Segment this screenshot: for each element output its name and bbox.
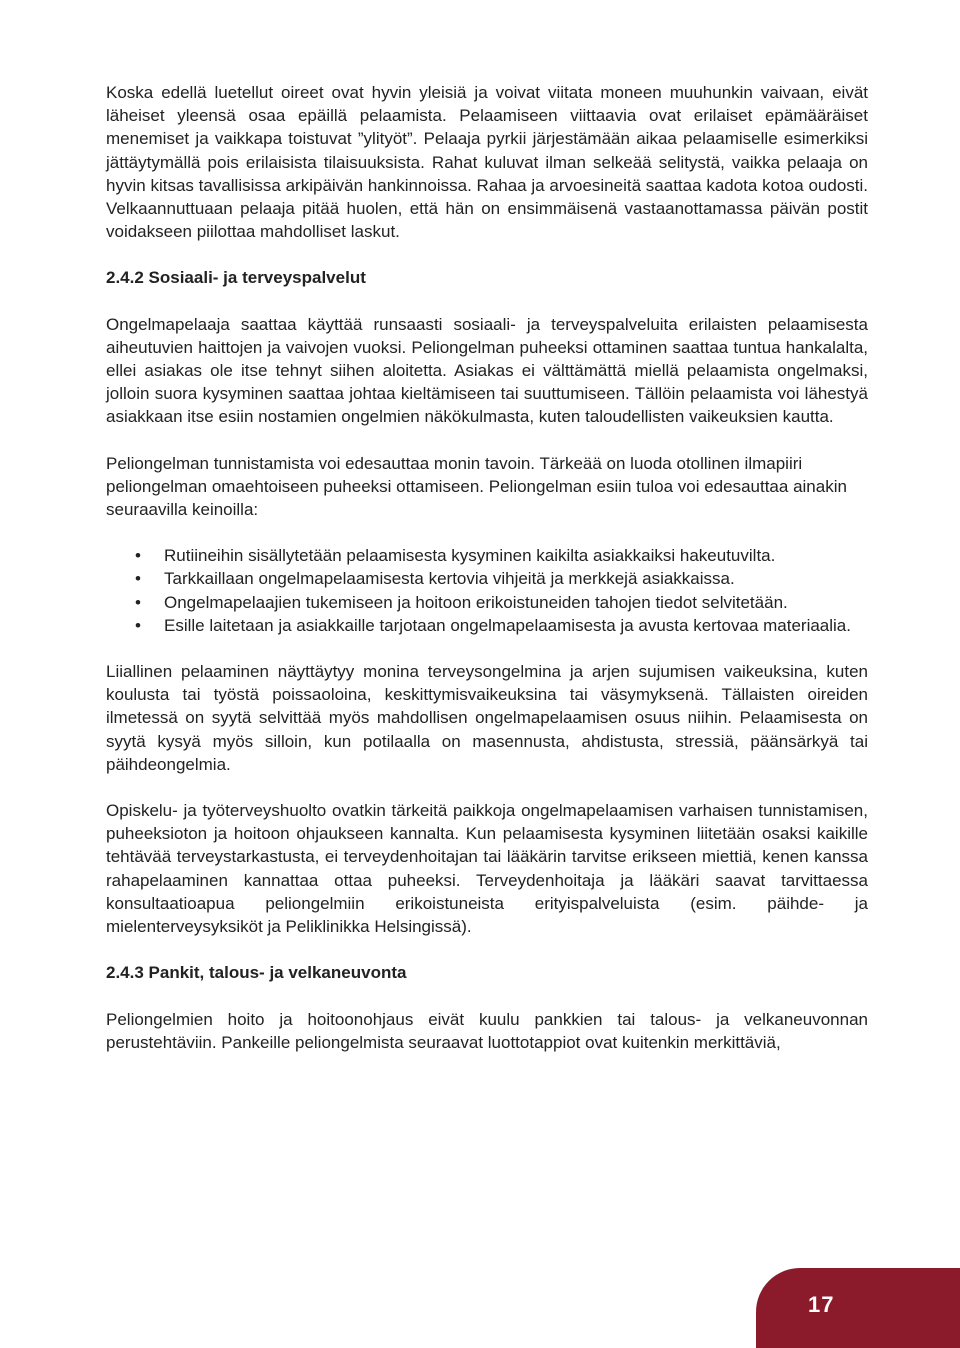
- paragraph-health-problems: Liiallinen pelaaminen näyttäytyy monina terveysongelmina ja arjen sujumisen vaikeuksina, kuten koulusta tai työstä poissaoloina, keskittymisvaikeuksina tai väsymyksenä. Tällaisten oireiden ilmetessä on syytä selvittää myös mahdollisen ongelmapelaamisen osuus niihin. Pelaamisesta on syytä kysyä myös silloin, kun potilaalla on masennusta, ahdistusta, stressiä, päänsärkyä tai päihdeongelmia.: [106, 662, 868, 774]
- list-item: [106, 591, 868, 614]
- spacer: [106, 985, 868, 1008]
- bullet-icon: •: [135, 569, 141, 589]
- paragraph-social-health-usage: Ongelmapelaaja saattaa käyttää runsaasti sosiaali- ja terveyspalveluita erilaisten pelaamisesta aiheutuvien haittojen ja vaivojen vuoksi. Peliongelman puheeksi ottaminen saattaa tuntua hankalalta, ellei asiakas ole itse tehnyt siihen aloitetta. Asiakas ei välttämättä miellä pelaamista ongelmaksi, jolloin suora kysyminen saattaa johtaa kieltämiseen tai suuttumiseen. Tällöin pelaamista voi lähestyä asiakkaan itse esiin nostamien ongelmien näkökulmasta, kuten taloudellisten vaikeuksien kautta.: [106, 314, 868, 427]
- bullet-icon: •: [135, 615, 141, 635]
- spacer: [106, 938, 868, 961]
- list-item-text: Tarkkaillaan ongelmapelaamisesta kertovia vihjeitä ja merkkejä asiakkaissa.: [164, 569, 735, 589]
- spacer: [106, 521, 868, 544]
- spacer: [106, 637, 868, 660]
- spacer: [106, 776, 868, 799]
- list-item-text: Rutiineihin sisällytetään pelaamisesta kysyminen kaikilta asiakkaiksi hakeutuvilta.: [164, 546, 776, 566]
- spacer: [106, 290, 868, 313]
- page-number-tab: [756, 1268, 960, 1348]
- paragraph-occupational-health: Opiskelu- ja työterveyshuolto ovatkin tärkeitä paikkoja ongelmapelaamisen varhaisen tunnistamisen, puheeksioton ja hoitoon ohjaukseen kannalta. Kun pelaamisesta kysyminen liitetään osaksi kaikille tehtävää terveystarkastusta, ei terveydenhoitajan tai lääkärin tarvitse erikseen miettiä, kenen kanssa rahapelaaminen kannattaa ottaa puheeksi. Terveydenhoitaja ja lääkäri saavat tarvittaessa konsultaatioapua peliongelmiin erikoistuneista erityispalveluista (esim. päihde- ja mielenterveysyksiköt ja Peliklinikka Helsingissä).: [106, 801, 868, 937]
- bullet-icon: •: [135, 592, 141, 612]
- list-item-text: Esille laitetaan ja asiakkaille tarjotaan ongelmapelaamisesta ja avusta kertovaa materiaalia.: [164, 615, 851, 635]
- paragraph-identification-methods: Peliongelman tunnistamista voi edesauttaa monin tavoin. Tärkeää on luoda otollinen ilmapiiri peliongelman omaehtoiseen puheeksi ottamiseen. Peliongelman esiin tuloa voi edesauttaa ainakin seuraavilla keinoilla:: [106, 453, 847, 520]
- paragraph-warning-signs: Koska edellä luetellut oireet ovat hyvin yleisiä ja voivat viitata moneen muuhunkin vaivaan, eivät läheiset yleensä osaa epäillä pelaamista. Pelaamiseen viittaavia ovat erilaiset epämääräiset menemiset ja vaikkapa toistuvat ”ylityöt”. Pelaaja pyrkii järjestämään aikaa pelaamiselle esimerkiksi jättäytymällä pois erilaisista tilaisuuksista. Rahat kuluvat ilman selkeää selitystä, vaikka pelaaja on hyvin kitsas tavallisissa arkipäivän hankinnoissa. Rahaa ja arvoesineitä saattaa kadota kotoa oudosti. Velkaannuttuaan pelaaja pitää huolen, että hän on ensimmäisenä vastaanottamassa päivän postit voidakseen piilottaa mahdolliset laskut.: [106, 83, 868, 242]
- bullet-list: [106, 544, 868, 637]
- spacer: [106, 429, 868, 452]
- list-item: [106, 567, 868, 590]
- list-item-text: Ongelmapelaajien tukemiseen ja hoitoon erikoistuneiden tahojen tiedot selvitetään.: [164, 592, 788, 612]
- list-item: [106, 544, 868, 567]
- page-number: 17: [808, 1292, 835, 1317]
- section-heading-banks-debt-counselling: 2.4.3 Pankit, talous- ja velkaneuvonta: [106, 963, 407, 983]
- section-heading-social-health-services: 2.4.2 Sosiaali- ja terveyspalvelut: [106, 268, 366, 288]
- list-item: [106, 614, 868, 637]
- paragraph-banks: Peliongelmien hoito ja hoitoonohjaus eivät kuulu pankkien tai talous- ja velkaneuvonnan perustehtäviin. Pankeille peliongelmista seuraavat luottotappiot ovat kuitenkin merkittäviä,: [106, 1009, 868, 1052]
- spacer: [106, 243, 868, 266]
- bullet-icon: •: [135, 546, 141, 566]
- page-content: [106, 81, 868, 1054]
